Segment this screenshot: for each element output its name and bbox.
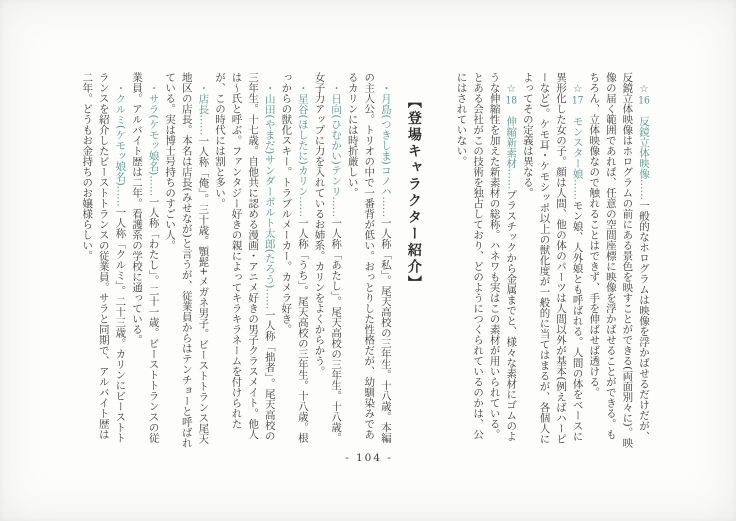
bullet-icon: ・ [296,82,309,93]
glossary-entry [453,72,519,448]
entry-body: 一般的なホログラムは映像を浮かばせるだけだが、反鏡立体映像はホログラムの前にある景色を映すことができる(両面別々に)。映像の届く範囲であれば、任意の空間座標に映像を浮かばせることができる。もちろん、立体映像なので触れることはできず、手を伸ばせば透ける。 [588,72,650,448]
entry-body: 一人称「私」。尾天高校の三年生。十八歳。本編の主人公。トリオの中で一番背が低い。おっとりした性格だが、幼馴染みであるカリンには時折厳しい。 [346,72,392,443]
bullet-icon: ・ [379,82,392,93]
bullet-icon: ・ [114,82,127,93]
character-entry [79,72,129,448]
entry-number: 16 [638,94,650,105]
glossary-entry [519,72,585,448]
entry-body: プラスチックから金属までと、様々な素材にゴムのような伸縮性を加えた新素材の総称。ハネワも実はこの素材が用いられている。とある会社がこの技術を独占しており、どのようにつくられているのかは、公にはされていない。 [455,72,518,441]
character-entry [278,72,311,448]
entry-body: モン娘、人外娘とも呼ばれる。人間の体をベースに異形化した女の子。顔は人間、他の体のパーツは人間以外が基本(例えばハーピーなど)。ケモ耳・ケモシッポ以上の獣化度が一般的に当てはまるが、各個人によってその定義は異なる。 [521,72,584,444]
entry-number: 17 [571,94,584,105]
entry-body: 一人称「拙者」。尾天高校の三年生。十七歳。自他共に認める漫画・アニメ好きの男子クラスメイト。他人は〜氏と呼ぶ。ファンタジー好きの親によってキラキラネームを付けられたが、この時代には割と多い。 [213,72,276,441]
entry-number: 18 [505,94,518,105]
page-text-block [79,72,652,448]
entry-body: 一人称「俺」。三十歳。顎髭+メガネ男子。ビーストトランス尾天地区の店長。本名は店長(みせなが)と言うが、従業員からはテンチョーと呼ばれている。実は博士号持ちのすごい人。 [164,72,210,448]
entry-body: 一人称「あたし」。尾天高校の三年生。十八歳。女子力アップに力を入れているお姉系。カリンをよくからかう。 [313,72,343,443]
entry-term: ☆18 伸縮新素材…… [505,82,518,189]
character-entry [128,72,161,448]
entry-body: 一人称「うち」。尾天高校の三年生。十八歳。根っからの獣化スキー。トラブルメーカー。カメラ好き。 [280,72,309,443]
entry-term: ・日向(ひむかい)テンリ…… [330,82,343,217]
star-icon: ☆ [638,82,650,95]
entry-body: 一人称「わたし」。二十一歳。ビーストトランスの従業員。アルバイト歴は二年。看護系の学校に通っている。 [130,72,160,443]
entry-term: ・店長…… [197,82,210,135]
entry-term: ・山田(やまだ)サンダーボルト太郎(たろう)…… [263,82,276,309]
star-icon: ☆ [571,82,584,95]
bullet-icon: ・ [330,82,343,93]
character-entry [344,72,394,448]
entry-term: ・クルミ(ケモッ娘名)…… [114,82,127,207]
bullet-icon: ・ [197,82,210,93]
character-entry [211,72,277,448]
bullet-icon: ・ [263,82,276,93]
page-number: - 104 - [345,452,393,464]
bullet-icon: ・ [147,82,160,93]
entry-term: ・星谷(ほしたに)カリン…… [296,82,309,217]
entry-term: ・月島(つきしま)コノハ…… [379,82,392,217]
entry-term: ☆17 モンスター娘…… [571,82,584,200]
star-icon: ☆ [505,82,518,95]
section-heading: 【登場キャラクター紹介】 [405,94,422,292]
entry-term: ・サラ(ケモッ娘名)…… [147,82,160,196]
entry-term: ☆16 反鏡立体映像…… [638,82,650,200]
character-entry [311,72,344,448]
entry-body: 一人称「クルミ」。二十三歳。カリンにビーストトランスを紹介したビーストトランスの従業員。サラと同期で、アルバイト歴は二年。どうもお金持ちのお嬢様らしい。 [81,72,127,443]
character-entry [162,72,212,448]
glossary-entry [586,72,652,448]
